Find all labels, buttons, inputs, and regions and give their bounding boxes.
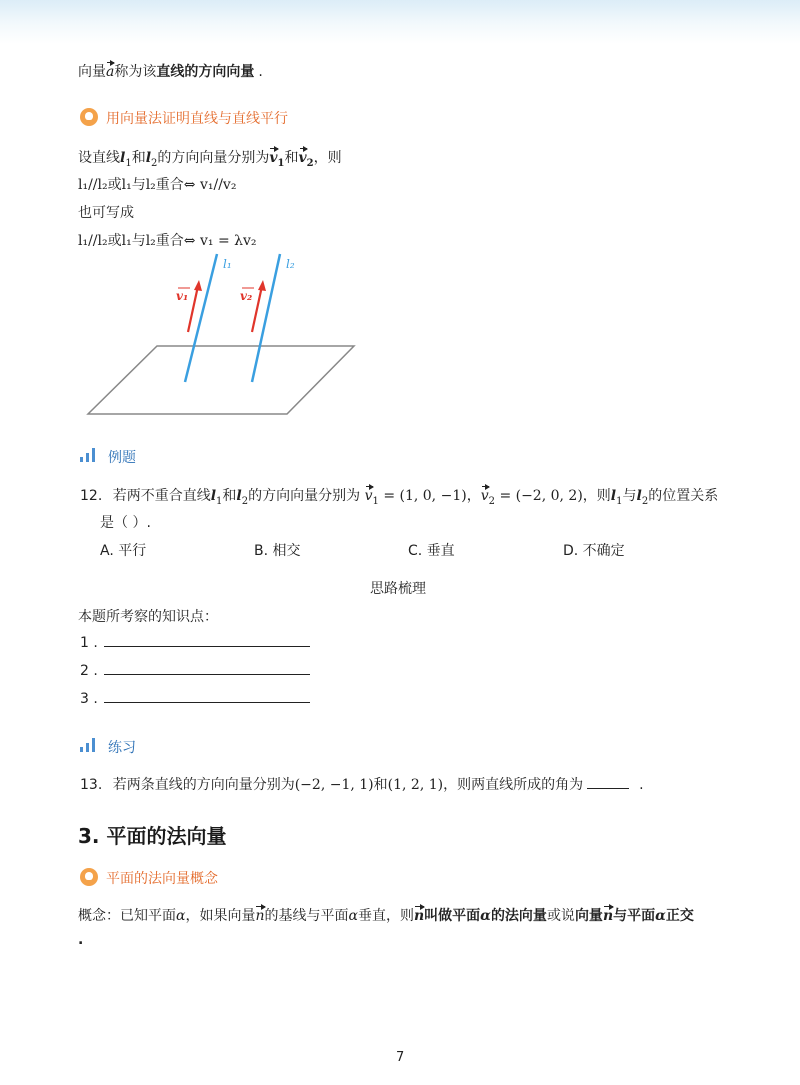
section1-title: 用向量法证明直线与直线平行 [106,111,288,127]
vector-n: n [414,904,424,924]
bar-chart-icon [80,448,98,462]
intro-end: . [258,64,263,80]
blank-line-3 [80,690,310,707]
label-v1: v₁ [176,289,189,303]
text: 设直线 [78,150,120,166]
example-title: 例题 [108,450,136,466]
problem-12-line2: 是（ ）. [100,515,151,531]
intro-line [78,60,263,81]
text: 或说 [546,908,575,924]
vector-v2-head [258,280,266,291]
lightbulb-icon [80,868,98,886]
section1-line3: 也可写成 [78,205,134,221]
section1-line1: 设直线$l_1$和$l_2$的方向向量分别为$v_1$和$v_2$，则 [78,146,342,169]
section1-line2: l₁//l₂或l₁与l₂重合⇔ v₁//v₂ [78,177,237,193]
alpha: α [655,908,666,924]
option-c[interactable]: C. 垂直 [408,543,455,559]
option-b[interactable]: B. 相交 [254,543,301,559]
text: 概念：已知平面 [78,908,176,924]
section1-line4: l₁//l₂或l₁与l₂重合⇔ v₁ = λv₂ [78,233,257,249]
plane-parallelogram [88,346,354,414]
text: 与 [622,488,637,504]
bold-text: 与平面 [613,908,656,924]
bold-text: 叫做平面 [424,908,481,924]
vector-1: (−2, −1, 1) [294,777,374,793]
thinking-title: 思路梳理 [370,581,426,597]
blank-number: 1 . [80,635,98,651]
line-l1 [185,254,217,382]
problem-number: 13. [80,777,103,793]
header-band [0,0,800,44]
text: . [639,777,644,793]
label-l1: l₁ [223,257,232,271]
answer-blank[interactable] [104,662,310,675]
parallel-lines-figure [80,250,370,422]
blank-number: 3 . [80,691,98,707]
knowledge-label: 本题所考察的知识点： [78,609,218,625]
text: 若两条直线的方向向量分别为 [112,777,295,793]
bar-chart-icon [80,738,98,752]
text: 垂直，则 [357,908,414,924]
text: 和 [373,777,388,793]
intro-text: 称为该 [114,64,157,80]
blank-line-2 [80,662,310,679]
text: 和 [131,150,146,166]
label-v2: v₂ [240,289,253,303]
section3-subtitle: 平面的法向量概念 [106,871,218,887]
text: 若两不重合直线 [112,488,211,504]
alpha: α [348,908,358,924]
blank-line-1 [80,634,310,651]
text: ， [466,488,481,504]
vector-v1-head [194,280,202,291]
intro-text: 向量 [78,64,106,80]
answer-blank[interactable] [587,776,629,789]
v1-value: = (1, 0, −1) [383,488,467,504]
text: 的方向向量分别为 [157,150,270,166]
text: 的基线与平面 [264,908,349,924]
bold-text: 的法向量 [490,908,547,924]
vector-n: n [255,904,264,924]
line-l2 [252,254,280,382]
problem-number: 12. [80,488,103,504]
intro-bold: 直线的方向向量 [156,64,255,80]
vector-v2-arrow [252,286,262,332]
text: 和 [222,488,237,504]
page-number: 7 [396,1050,405,1065]
problem-12-line1: 12. 若两不重合直线$l_1$和$l_2$的方向向量分别为 $v_1 = (1$, 0, −1)，$v_2 = (-2$, 0, 2)，则$l_1$与$l_2$的位置关系 [80,484,718,507]
alpha: α [176,908,186,924]
concept-line [78,904,694,925]
text: ，则两直线所成的角为 [443,777,584,793]
text: 的位置关系 [648,488,719,504]
v2-value: = (−2, 0, 2) [499,488,583,504]
alpha: α [480,908,491,924]
lightbulb-icon [80,108,98,126]
text: ，则 [313,150,342,166]
vector-2: (1, 2, 1) [387,777,444,793]
answer-blank[interactable] [104,634,310,647]
bold-text: 正交 [665,908,694,924]
vector-v1-arrow [188,286,198,332]
label-l2: l₂ [286,257,295,271]
text: ，如果向量 [185,908,256,924]
section3-heading: 3. 平面的法向量 [78,824,227,848]
problem-13 [80,774,644,794]
text: 和 [284,150,299,166]
text: 的方向向量分别为 [248,488,361,504]
bold-text: 向量 [574,908,603,924]
vector-a: a [106,60,114,80]
text: ，则 [582,488,611,504]
concept-end: . [78,932,84,948]
vector-n: n [603,904,613,924]
option-d[interactable]: D. 不确定 [563,543,625,559]
practice-title: 练习 [108,740,136,756]
blank-number: 2 . [80,663,98,679]
option-a[interactable]: A. 平行 [100,543,147,559]
answer-blank[interactable] [104,690,310,703]
